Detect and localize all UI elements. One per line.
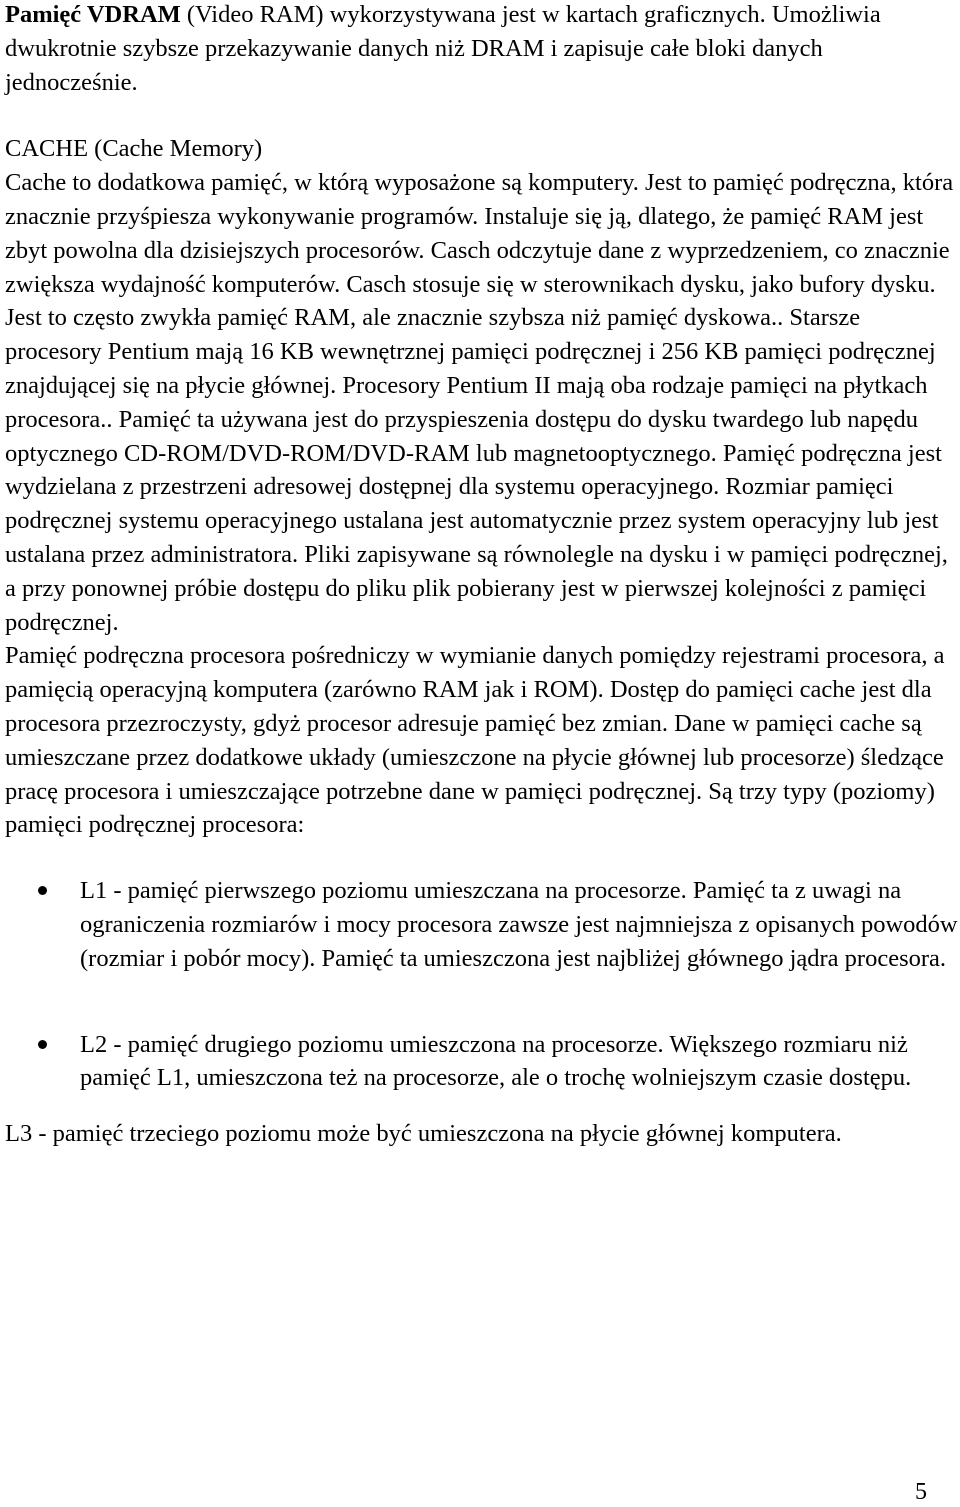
vdram-paragraph bbox=[5, 0, 960, 99]
cache-heading-rest: (Cache Memory) bbox=[88, 135, 263, 163]
page-number: 5 bbox=[915, 1479, 927, 1505]
cache-heading bbox=[5, 132, 960, 166]
bullet-dot-icon bbox=[38, 886, 47, 895]
cache-paragraph-1: Cache to dodatkowa pamięć, w którą wyposażone są komputery. Jest to pamięć podręczna, która znacznie przyśpiesza wykonywanie programów. Instaluje się ją, dlatego, że pamięć RAM jest zbyt powolna dla dzisiejszych procesorów. Casch odczytuje dane z wyprzedzeniem, co znacznie zwiększa wydajność komputerów. Casch stosuje się w sterownikach dysku, jako bufory dysku. Jest to często zwykła pamięć RAM, ale znacznie szybsza niż pamięć dyskowa.. Starsze procesory Pentium mają 16 KB wewnętrznej pamięci podręcznej i 256 KB pamięci podręcznej znajdującej się na płycie głównej. Procesory Pentium II mają oba rodzaje pamięci na płytkach procesora.. Pamięć ta używana jest do przyspieszenia dostępu do dysku twardego lub napędu optycznego CD-ROM/DVD-ROM/DVD-RAM lub magnetooptycznego. Pamięć podręczna jest wydzielana z przestrzeni adresowej dostępnej dla systemu operacyjnego. Rozmiar pamięci podręcznej systemu operacyjnego ustalana jest automatycznie przez system operacyjny lub jest ustalana przez administratora. Pliki zapisywane są równolegle na dysku i w pamięci podręcznej, a przy ponownej próbie dostępu do pliku plik pobierany jest w pierwszej kolejności z pamięci podręcznej. bbox=[5, 169, 954, 636]
l3-paragraph: L3 - pamięć trzeciego poziomu może być umieszczona na płycie głównej komputera. bbox=[5, 1120, 842, 1148]
vdram-description: (Video RAM) wykorzystywana jest w kartach graficznych. Umożliwia dwukrotnie szybsze przekazywanie danych niż DRAM i zapisuje całe bloki danych jednocześnie. bbox=[5, 1, 881, 96]
vdram-term: Pamięć VDRAM bbox=[5, 1, 181, 28]
list-item-l2-text: L2 - pamięć drugiego poziomu umieszczona na procesorze. Większego rozmiaru niż pamięć L1, umieszczona też na procesorze, ale o trochę wolniejszym czasie dostępu. bbox=[80, 1030, 912, 1092]
bullet-dot-icon bbox=[38, 1040, 47, 1049]
cache-levels-list bbox=[5, 874, 960, 1095]
list-item-l2 bbox=[5, 1028, 960, 1096]
document-page bbox=[5, 0, 960, 1151]
list-item-l1-text: L1 - pamięć pierwszego poziomu umieszczana na procesorze. Pamięć ta z uwagi na ograniczenia rozmiarów i mocy procesora zawsze jest najmniejsza z opisanych powodów (rozmiar i pobór mocy). Pamięć ta umieszczona jest najbliżej głównego jądra procesora. bbox=[80, 877, 958, 972]
cache-heading-term: CACHE bbox=[5, 135, 89, 163]
cache-paragraph-2: Pamięć podręczna procesora pośredniczy w wymianie danych pomiędzy rejestrami procesora, a pamięcią operacyjną komputera (zarówno RAM jak i ROM). Dostęp do pamięci cache jest dla procesora przezroczysty, gdyż procesor adresuje pamięć bez zmian. Dane w pamięci cache są umieszczane przez dodatkowe układy (umieszczone na płycie głównej lub procesorze) śledzące pracę procesora i umieszczające potrzebne dane w pamięci podręcznej. Są trzy typy (poziomy) pamięci podręcznej procesora: bbox=[5, 642, 945, 839]
list-item-l1 bbox=[5, 874, 960, 975]
